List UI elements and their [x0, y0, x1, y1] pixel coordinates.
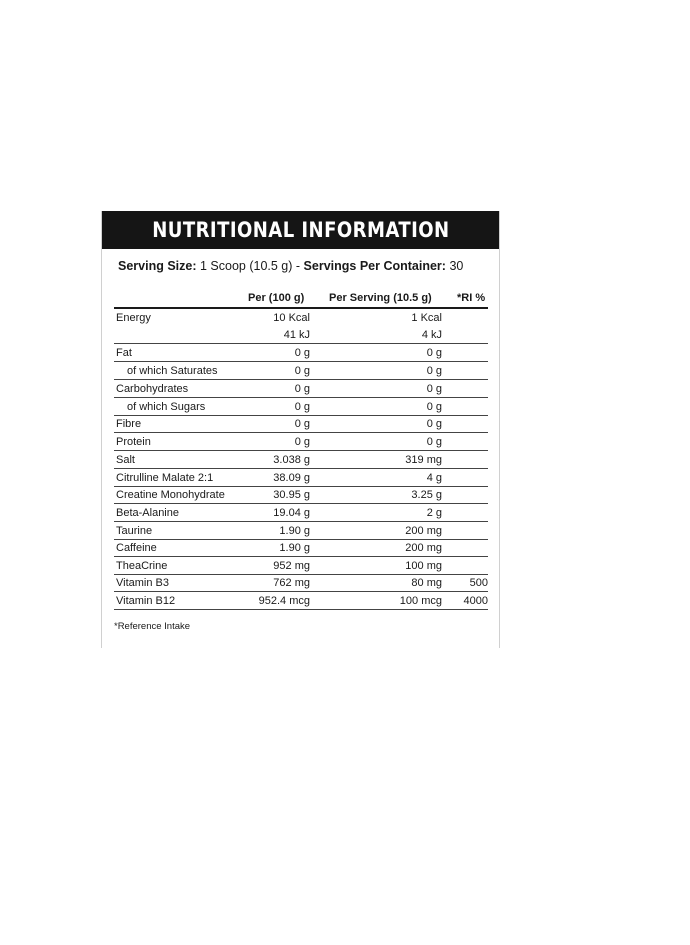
nutrient-name: Energy — [116, 312, 151, 324]
value-per-100g: 0 g — [294, 383, 310, 395]
value-per-serving: 1 Kcal — [411, 312, 442, 324]
value-per-100g: 0 g — [294, 418, 310, 430]
nutrient-name: of which Sugars — [127, 401, 206, 413]
nutrient-name: Taurine — [116, 525, 153, 537]
value-per-serving: 319 mg — [405, 454, 442, 466]
value-per-serving: 200 mg — [405, 525, 442, 537]
value-per-serving: 2 g — [426, 507, 442, 519]
value-per-100g: 30.95 g — [273, 489, 310, 501]
value-per-100g: 3.038 g — [273, 454, 310, 466]
value-per-serving: 0 g — [426, 401, 442, 413]
table-row — [114, 309, 488, 326]
table-row — [114, 558, 488, 575]
value-ri-percent: 500 — [469, 577, 488, 589]
value-per-serving: 0 g — [426, 383, 442, 395]
table-row — [114, 540, 488, 557]
nutrient-name: Beta-Alanine — [116, 507, 179, 519]
table-row — [114, 381, 488, 398]
value-per-serving: 0 g — [426, 418, 442, 430]
header-per-serving: Per Serving (10.5 g) — [329, 292, 432, 304]
table-row — [114, 593, 488, 610]
table-row — [114, 505, 488, 522]
value-per-100g: 19.04 g — [273, 507, 310, 519]
value-per-100g: 0 g — [294, 347, 310, 359]
serving-size-label: Serving Size: — [118, 259, 197, 273]
nutrient-name: of which Saturates — [127, 365, 218, 377]
table-row — [114, 434, 488, 451]
value-per-serving: 0 g — [426, 347, 442, 359]
footnote: *Reference Intake — [114, 621, 191, 632]
servings-per-container-label: Servings Per Container: — [303, 259, 446, 273]
nutrient-name: Caffeine — [116, 542, 157, 554]
serving-separator: - — [295, 259, 301, 273]
nutrient-name: Fat — [116, 347, 132, 359]
nutrition-panel — [101, 211, 500, 648]
value-per-100g: 952 mg — [273, 560, 310, 572]
value-per-100g: 38.09 g — [273, 472, 310, 484]
nutrient-name: Protein — [116, 436, 151, 448]
value-ri-percent: 4000 — [463, 595, 488, 607]
value-per-100g: 41 kJ — [283, 329, 310, 341]
value-per-100g: 952.4 mcg — [258, 595, 310, 607]
nutrient-name: Citrulline Malate 2:1 — [116, 472, 214, 484]
nutrient-name: Vitamin B12 — [116, 595, 176, 607]
value-per-serving: 200 mg — [405, 542, 442, 554]
table-row — [114, 575, 488, 592]
table-row — [114, 399, 488, 416]
nutrient-name: TheaCrine — [116, 560, 168, 572]
value-per-100g: 0 g — [294, 436, 310, 448]
value-per-100g: 0 g — [294, 365, 310, 377]
value-per-100g: 1.90 g — [279, 525, 310, 537]
nutrient-name: Fibre — [116, 418, 142, 430]
table-row — [114, 327, 488, 344]
value-per-100g: 1.90 g — [279, 542, 310, 554]
value-per-serving: 0 g — [426, 436, 442, 448]
table-row — [114, 452, 488, 469]
table-row — [114, 470, 488, 487]
value-per-100g: 762 mg — [273, 577, 310, 589]
title-bar — [102, 211, 499, 249]
nutrient-name: Carbohydrates — [116, 383, 189, 395]
table-row — [114, 363, 488, 380]
servings-per-container-value: 30 — [449, 259, 464, 273]
value-per-serving: 4 kJ — [421, 329, 442, 341]
table-row — [114, 523, 488, 540]
serving-info — [118, 259, 463, 273]
panel-title: NUTRITIONAL INFORMATION — [151, 218, 450, 242]
value-per-serving: 4 g — [426, 472, 442, 484]
nutrient-name: Creatine Monohydrate — [116, 489, 225, 501]
table-row — [114, 345, 488, 362]
value-per-serving: 0 g — [426, 365, 442, 377]
value-per-serving: 3.25 g — [411, 489, 442, 501]
serving-size-value: 1 Scoop (10.5 g) — [199, 259, 293, 273]
value-per-100g: 0 g — [294, 401, 310, 413]
value-per-serving: 100 mg — [405, 560, 442, 572]
table-row — [114, 487, 488, 504]
value-per-100g: 10 Kcal — [273, 312, 310, 324]
header-per-100g: Per (100 g) — [248, 292, 305, 304]
header-ri: *RI % — [457, 292, 486, 304]
value-per-serving: 100 mcg — [399, 595, 442, 607]
nutrient-name: Salt — [116, 454, 135, 466]
table-row — [114, 416, 488, 433]
value-per-serving: 80 mg — [411, 577, 442, 589]
nutrient-name: Vitamin B3 — [116, 577, 169, 589]
